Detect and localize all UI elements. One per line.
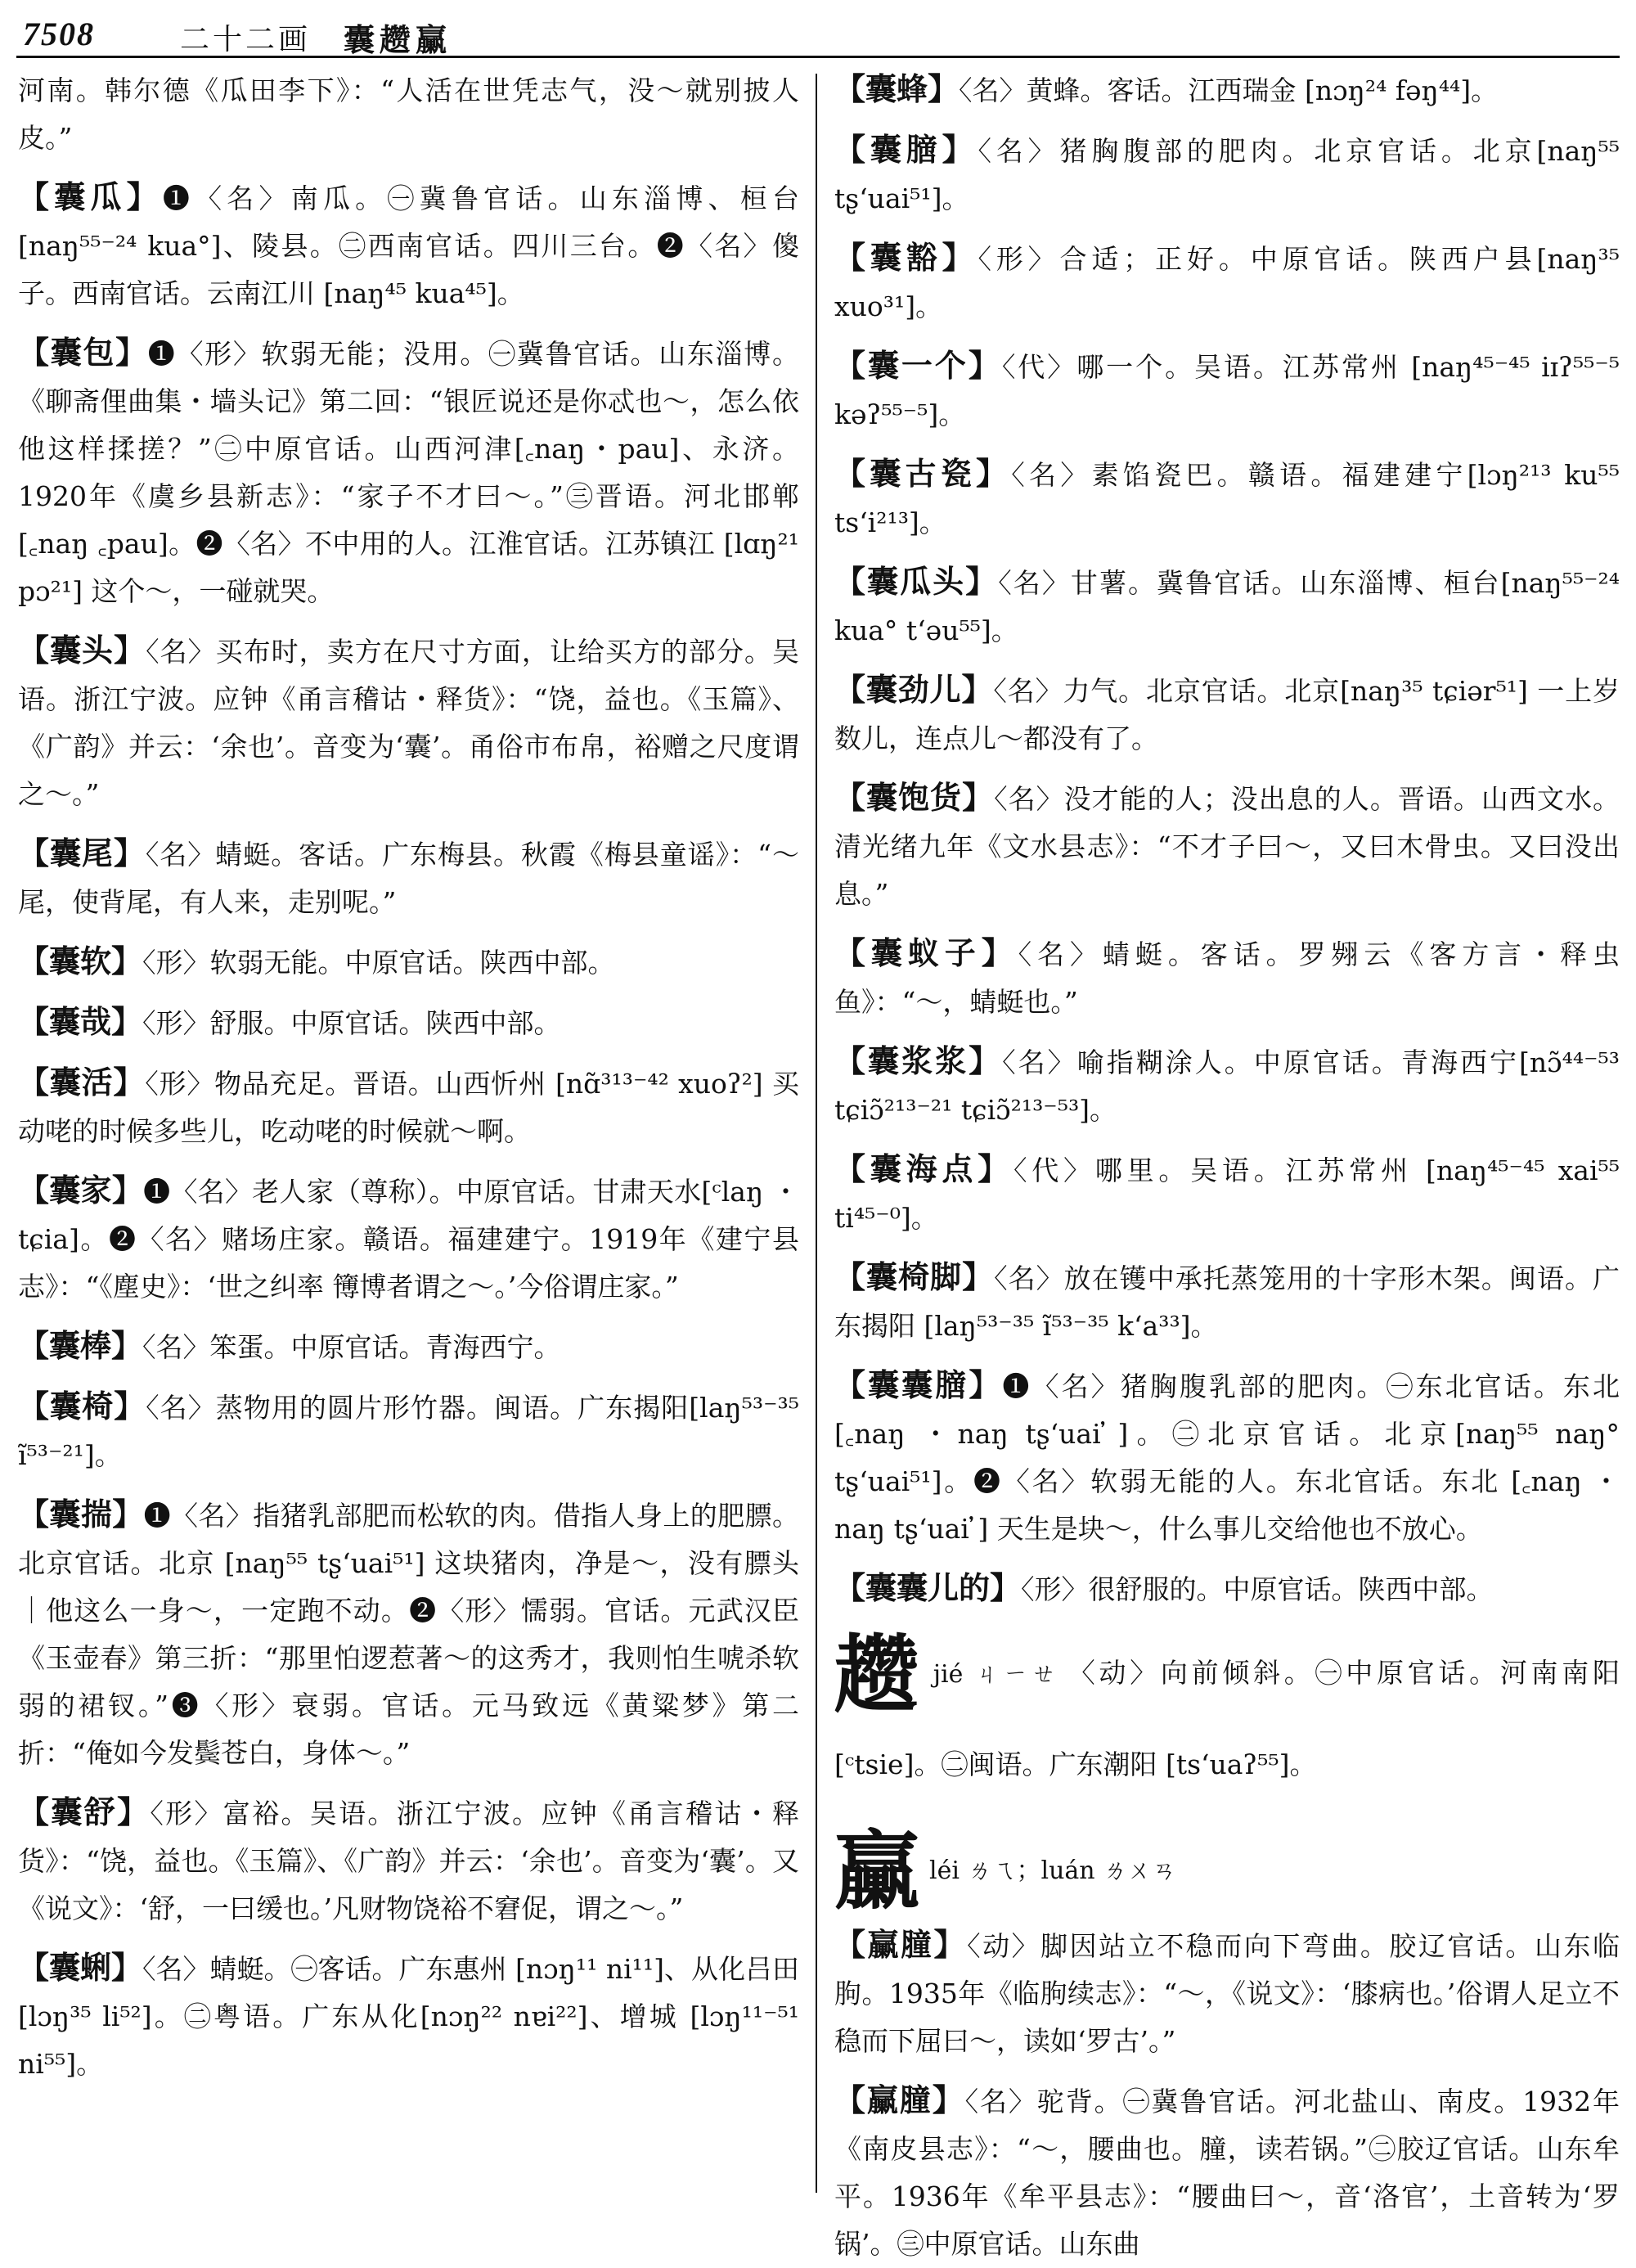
dictionary-entry: [834, 450, 1620, 547]
entry-headword: 【囊蜊】: [18, 1949, 143, 1986]
entry-text: 〈名〉素馅瓷巴。赣语。福建建宁[lɔŋ²¹³ ku⁵⁵ tsʻi²¹³]。: [834, 459, 1620, 538]
entry-text: ❶〈名〉猪胸腹乳部的肥肉。㊀东北官话。东北 [꜀naŋ ・naŋ tʂʻuai ̓]。㊁北京官话。北京[naŋ⁵⁵ naŋ° tʂʻuai⁵¹]。❷〈名〉软弱无能的人。东北官话。东北 [꜀naŋ ・naŋ tʂʻuai ̓] 天生是块～，什么事儿交给他也不放心。: [834, 1370, 1620, 1545]
entry-headword: 【囊家】: [18, 1172, 144, 1208]
entry-text: 〈名〉甘薯。冀鲁官话。山东淄博、桓台[naŋ⁵⁵⁻²⁴ kua° tʻəu⁵⁵]。: [834, 567, 1620, 646]
entry-text: 〈名〉驼背。㊀冀鲁官话。河北盐山、南皮。1932年《南皮县志》：“～，腰曲也。膧，读若锅。”㊁胶辽官话。山东牟平。1936年《牟平县志》：“腰曲曰～，音‘洛官’，土音转为‘罗锅’。㊂中原官话。山东曲: [834, 2086, 1620, 2260]
entry-headword: 【囊揣】: [18, 1496, 144, 1532]
entry-text: 〈名〉放在镬中承托蒸笼用的十字形木架。闽语。广东揭阳 [laŋ⁵³⁻³⁵ ĩ⁵³⁻³⁵ kʻa³³]。: [834, 1262, 1620, 1342]
entry-headword: 【囊海点】: [834, 1150, 1014, 1187]
entry-text: 〈名〉黄蜂。客话。江西瑞金 [nɔŋ²⁴ fəŋ⁴⁴]。: [959, 74, 1499, 106]
entry-headword: 【囊椅脚】: [834, 1258, 995, 1295]
entry-text: 〈形〉合适；正好。中原官话。陕西户县[naŋ³⁵ xuo³¹]。: [834, 243, 1620, 322]
dictionary-entry: [18, 627, 799, 818]
entry-headword: 【囊头】: [18, 632, 146, 668]
entry-text: ❶〈名〉南瓜。㊀冀鲁官话。山东淄博、桓台[naŋ⁵⁵⁻²⁴ kua°]、陵县。㊁西南官话。四川三台。❷〈名〉傻子。西南官话。云南江川 [naŋ⁴⁵ kua⁴⁵]。: [18, 182, 799, 309]
entry-headword: 【囊劲儿】: [834, 671, 994, 708]
entry-text: 〈名〉蜻蜓。客话。罗翙云《客方言・释虫鱼》：“～，蜻蜓也。”: [834, 938, 1620, 1018]
dictionary-entry: [18, 938, 799, 987]
entry-headword: 【囊瓜】: [18, 178, 163, 215]
entry-text: 〈名〉力气。北京官话。北京[naŋ³⁵ tɕiər⁵¹] 一上岁数儿，连点儿～都没有了。: [834, 675, 1620, 754]
entry-text: 〈形〉物品充足。晋语。山西忻州 [nɑ̃³¹³⁻⁴² xuoʔ²] 买动咾的时候多些儿，吃动咾的时候就～啊。: [18, 1068, 799, 1147]
dictionary-entry: [18, 1383, 799, 1479]
head-pinyin: jié ㄐㄧㄝ: [933, 1660, 1060, 1689]
dictionary-entry: [834, 1145, 1620, 1242]
entry-headword: 【囊椅】: [18, 1388, 146, 1424]
entry-headword: 【囊蜂】: [834, 70, 960, 107]
entry-text: 〈形〉富裕。吴语。浙江宁波。应钟《甬言稽诂・释货》：“饶，益也。《玉篇》、《广韵》并云：‘余也’。音变为‘囊’。又《说文》：‘舒，一曰缓也。’凡财物饶裕不窘促，谓之～。”: [18, 1798, 799, 1924]
dictionary-entry: [834, 2077, 1620, 2268]
dictionary-entry: [834, 929, 1620, 1026]
entry-headword: 【囊豁】: [834, 239, 978, 276]
entry-text: 〈代〉哪一个。吴语。江苏常州 [naŋ⁴⁵⁻⁴⁵ iɪʔ⁵⁵⁻⁵ kəʔ⁵⁵⁻⁵]。: [834, 351, 1620, 430]
entry-text: ❶〈名〉指猪乳部肥而松软的肉。借指人身上的肥膘。北京官话。北京 [naŋ⁵⁵ tʂʻuai⁵¹] 这块猪肉，净是～，没有膘头｜他这么一身～，一定跑不动。❷〈形〉懦弱。官话。元武汉臣《玉壶春》第三折：“那里怕逻惹著～的这秀才，我则怕生唬杀软弱的裙钗。”❸〈形〉衰弱。官话。元马致远《黄粱梦》第二折：“俺如今发鬓苍白，身体～。”: [18, 1500, 799, 1769]
entry-text: 〈动〉向前倾斜。㊀中原官话。河南南阳[ᶜtsie]。㊁闽语。广东潮阳 [tsʻuaʔ⁵⁵]。: [834, 1657, 1620, 1780]
header-characters: 囊趱臝: [344, 21, 452, 58]
dictionary-entry: [18, 830, 799, 926]
entry-text: 〈名〉买布时，卖方在尺寸方面，让给买方的部分。吴语。浙江宁波。应钟《甬言稽诂・释货》：“饶，益也。《玉篇》、《广韵》并云：‘余也’。音变为‘囊’。甬俗市布帛，裕赠之尺度谓之～。”: [18, 636, 799, 810]
dictionary-entry: [834, 342, 1620, 439]
header-rule: [16, 56, 1620, 58]
dictionary-entry: [18, 1944, 799, 2088]
entry-headword: 【臝膧】: [834, 2081, 965, 2118]
head-pinyin: léi ㄌㄟ；luán ㄌㄨㄢ: [929, 1856, 1177, 1885]
dictionary-entry: [18, 1167, 799, 1311]
entry-headword: 【囊尾】: [18, 835, 146, 871]
dictionary-entry: [834, 666, 1620, 763]
dictionary-entry: [18, 1491, 799, 1777]
dictionary-entry: [834, 1921, 1620, 2065]
entry-headword: 【囊囊儿的】: [834, 1569, 1022, 1606]
entry-text: 〈形〉舒服。中原官话。陕西中部。: [142, 1007, 561, 1039]
dictionary-entry: [834, 234, 1620, 331]
entry-text: 〈名〉猪胸腹部的肥肉。北京官话。北京[naŋ⁵⁵ tʂʻuai⁵¹]。: [834, 135, 1620, 214]
entry-text: 〈动〉脚因站立不稳而向下弯曲。胶辽官话。山东临朐。1935年《临朐续志》：“～，《说文》：‘膝病也。’俗谓人足立不稳而下屈曰～，读如‘罗古’。”: [834, 1930, 1620, 2057]
entry-headword: 【囊囊膪】: [834, 1366, 1003, 1403]
entry-headword: 【囊浆浆】: [834, 1042, 1003, 1079]
left-column: [18, 65, 799, 2193]
dictionary-entry: [18, 65, 799, 162]
dictionary-entry: [18, 998, 799, 1047]
dictionary-entry: [834, 1253, 1620, 1350]
right-column: [834, 65, 1620, 2260]
page-number: 7508: [23, 16, 95, 52]
entry-text: 〈形〉很舒服的。中原官话。陕西中部。: [1021, 1573, 1494, 1605]
dictionary-entry: [834, 1564, 1620, 1613]
entry-headword: 【囊哉】: [18, 1003, 143, 1040]
entry-text: 〈代〉哪里。吴语。江苏常州 [naŋ⁴⁵⁻⁴⁵ xai⁵⁵ ti⁴⁵⁻⁰]。: [834, 1154, 1620, 1234]
page-header: [0, 0, 1636, 65]
entry-headword: 【囊饱货】: [834, 779, 995, 816]
head-character: 臝: [834, 1820, 920, 1921]
entry-headword: 【囊棒】: [18, 1327, 143, 1364]
dictionary-entry: [18, 1789, 799, 1933]
dictionary-entry: [18, 173, 799, 317]
stroke-count-label: 二十二画: [180, 23, 312, 56]
entry-headword: 【囊瓜头】: [834, 563, 999, 600]
entry-text: ❶〈形〉软弱无能；没用。㊀冀鲁官话。山东淄博。《聊斋俚曲集・墙头记》第二回：“银匠说还是你忒也～，怎么依他这样揉搓？”㊁中原官话。山西河津[꜀naŋ・pau]、永济。1920年《虞乡县新志》：“家子不才曰～。”㊂晋语。河北邯郸 [꜀naŋ ꜀pau]。❷〈名〉不中用的人。江淮官话。江苏镇江 [lɑŋ²¹ pɔ²¹] 这个～，一碰就哭。: [18, 338, 799, 607]
entry-headword: 【囊一个】: [834, 347, 1002, 384]
character-entry: [834, 1820, 1620, 1921]
column-divider: [816, 74, 817, 2193]
dictionary-entry: [834, 774, 1620, 918]
entry-text: 河南。韩尔德《瓜田李下》：“人活在世凭志气，没～就别披人皮。”: [18, 74, 799, 154]
entry-text: 〈名〉没才能的人；没出息的人。晋语。山西文水。清光绪九年《文水县志》：“不才子曰～，又曰木骨虫。又曰没出息。”: [834, 783, 1620, 910]
dictionary-entry: [18, 1059, 799, 1155]
entry-text: 〈名〉蒸物用的圆片形竹器。闽语。广东揭阳[laŋ⁵³⁻³⁵ ĩ⁵³⁻²¹]。: [18, 1392, 799, 1471]
entry-headword: 【囊软】: [18, 943, 143, 979]
entry-text: 〈名〉蜻蜓。客话。广东梅县。秋霞《梅县童谣》：“～尾，使背尾，有人来，走别呢。”: [18, 839, 799, 918]
dictionary-entry: [834, 1037, 1620, 1134]
entry-headword: 【囊蚁子】: [834, 934, 1018, 971]
character-entry: [834, 1624, 1620, 1810]
entry-text: ❶〈名〉老人家（尊称）。中原官话。甘肃天水[ᶜlaŋ ・tɕia]。❷〈名〉赌场庄家。赣语。福建建宁。1919年《建宁县志》：“《塵史》：‘世之纠率 簙博者谓之～。’今俗谓庄家。”: [18, 1176, 799, 1303]
entry-headword: 【囊古瓷】: [834, 455, 1012, 492]
dictionary-entry: [834, 126, 1620, 223]
dictionary-entry: [18, 1322, 799, 1371]
entry-text: 〈名〉蜻蜓。㊀客话。广东惠州 [nɔŋ¹¹ ni¹¹]、从化吕田 [lɔŋ³⁵ li⁵²]。㊁粤语。广东从化[nɔŋ²² nɐi²²]、增城 [lɔŋ¹¹⁻⁵¹ ni⁵⁵]。: [18, 1953, 799, 2080]
entry-headword: 【囊活】: [18, 1064, 146, 1100]
dictionary-entry: [18, 329, 799, 615]
entry-headword: 【囊包】: [18, 334, 148, 371]
dictionary-entry: [834, 558, 1620, 655]
entry-text: 〈名〉笨蛋。中原官话。青海西宁。: [142, 1331, 561, 1363]
head-character: 趱: [834, 1624, 924, 1725]
entry-headword: 【囊膪】: [834, 131, 978, 168]
entry-headword: 【囊舒】: [18, 1793, 151, 1830]
entry-text: 〈形〉软弱无能。中原官话。陕西中部。: [142, 947, 615, 979]
entry-headword: 【臝膧】: [834, 1926, 968, 1963]
entry-text: 〈名〉喻指糊涂人。中原官话。青海西宁[nɔ̃⁴⁴⁻⁵³ tɕiɔ̃²¹³⁻²¹ tɕiɔ̃²¹³⁻⁵³]。: [834, 1046, 1620, 1126]
dictionary-entry: [834, 65, 1620, 115]
dictionary-entry: [834, 1361, 1620, 1553]
